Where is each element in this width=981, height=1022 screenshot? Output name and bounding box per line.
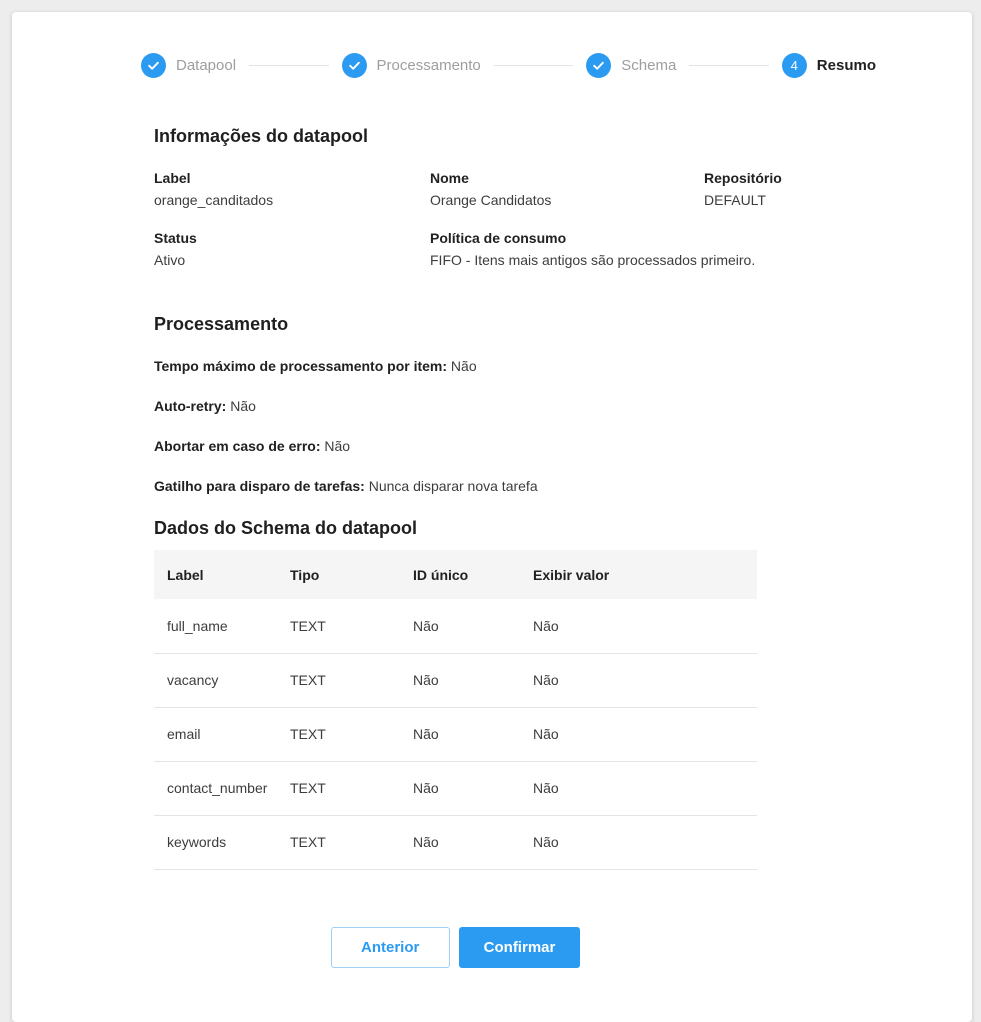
schema-cell: TEXT [290, 834, 326, 850]
processing-item-label: Gatilho para disparo de tarefas: [154, 478, 365, 494]
processing-section-title: Processamento [154, 314, 289, 334]
step-label: Resumo [816, 57, 876, 74]
previous-button[interactable]: Anterior [331, 927, 450, 968]
wizard-stepper [12, 12, 972, 78]
schema-cell: Não [413, 672, 439, 688]
field-value: DEFAULT [704, 192, 766, 208]
confirm-button[interactable]: Confirmar [459, 927, 581, 968]
info-field-label [154, 170, 430, 208]
schema-cell: Não [413, 834, 439, 850]
schema-cell: TEXT [290, 780, 326, 796]
schema-cell: email [167, 726, 201, 742]
schema-cell: Não [413, 780, 439, 796]
schema-row [154, 707, 757, 761]
step-number-badge [782, 53, 807, 78]
step-processamento[interactable] [342, 53, 481, 78]
schema-header-row [154, 550, 757, 599]
step-schema[interactable] [586, 53, 676, 78]
schema-cell: keywords [167, 834, 227, 850]
schema-section-title: Dados do Schema do datapool [154, 518, 418, 538]
processing-item-label: Abortar em caso de erro: [154, 438, 321, 454]
schema-cell: Não [533, 726, 559, 742]
info-field-politica [430, 230, 756, 268]
schema-header-cell: Tipo [290, 566, 320, 583]
info-field-repositorio [704, 170, 782, 208]
field-value: Orange Candidatos [430, 192, 552, 208]
field-label: Política de consumo [430, 230, 567, 246]
schema-cell: Não [533, 617, 559, 634]
schema-row [154, 761, 757, 815]
wizard-actions [154, 927, 757, 968]
step-label: Processamento [376, 57, 481, 74]
check-icon [141, 53, 166, 78]
field-label: Nome [430, 170, 469, 186]
schema-cell: vacancy [167, 672, 219, 688]
step-connector [689, 65, 769, 66]
schema-cell: TEXT [290, 726, 326, 742]
processing-item-value: Não [450, 358, 477, 374]
schema-cell: TEXT [290, 672, 326, 688]
schema-header-cell: Exibir valor [533, 566, 610, 583]
processing-item [154, 398, 757, 414]
schema-table [154, 550, 757, 870]
summary-content [154, 78, 782, 968]
info-field-nome [430, 170, 704, 208]
schema-header-cell: Label [167, 566, 204, 583]
schema-cell: Não [413, 726, 439, 742]
field-value: Ativo [154, 252, 186, 268]
schema-row [154, 599, 757, 653]
step-label: Schema [621, 57, 677, 74]
processing-item [154, 358, 757, 374]
step-connector [249, 65, 329, 66]
field-label: Status [154, 230, 197, 246]
info-grid [154, 170, 782, 268]
schema-header-cell: ID único [413, 566, 469, 583]
processing-item-value: Nunca disparar nova tarefa [368, 478, 538, 494]
check-icon [342, 53, 367, 78]
schema-row [154, 653, 757, 707]
field-value: orange_canditados [154, 192, 274, 208]
schema-cell: TEXT [290, 617, 326, 634]
step-label: Datapool [176, 57, 237, 74]
processing-item-label: Auto-retry: [154, 398, 227, 414]
schema-cell: Não [533, 672, 559, 688]
processing-item-value: Não [324, 438, 351, 454]
info-field-status [154, 230, 430, 268]
schema-cell: Não [533, 780, 559, 796]
processing-item [154, 478, 757, 494]
schema-row [154, 815, 757, 869]
field-label: Label [154, 170, 191, 186]
schema-cell: Não [533, 834, 559, 850]
field-value: FIFO - Itens mais antigos são processados primeiro. [430, 252, 756, 268]
step-datapool[interactable] [141, 53, 236, 78]
processing-item [154, 438, 757, 454]
info-section-title: Informações do datapool [154, 126, 369, 146]
step-number: 4 [790, 58, 798, 73]
step-resumo[interactable] [782, 53, 876, 78]
check-icon [586, 53, 611, 78]
schema-cell: contact_number [167, 780, 268, 796]
schema-cell: full_name [167, 617, 228, 634]
step-connector [494, 65, 574, 66]
schema-cell: Não [413, 617, 439, 634]
processing-item-label: Tempo máximo de processamento por item: [154, 358, 448, 374]
wizard-summary-card [12, 12, 972, 1022]
field-label: Repositório [704, 170, 782, 186]
processing-item-value: Não [230, 398, 256, 414]
